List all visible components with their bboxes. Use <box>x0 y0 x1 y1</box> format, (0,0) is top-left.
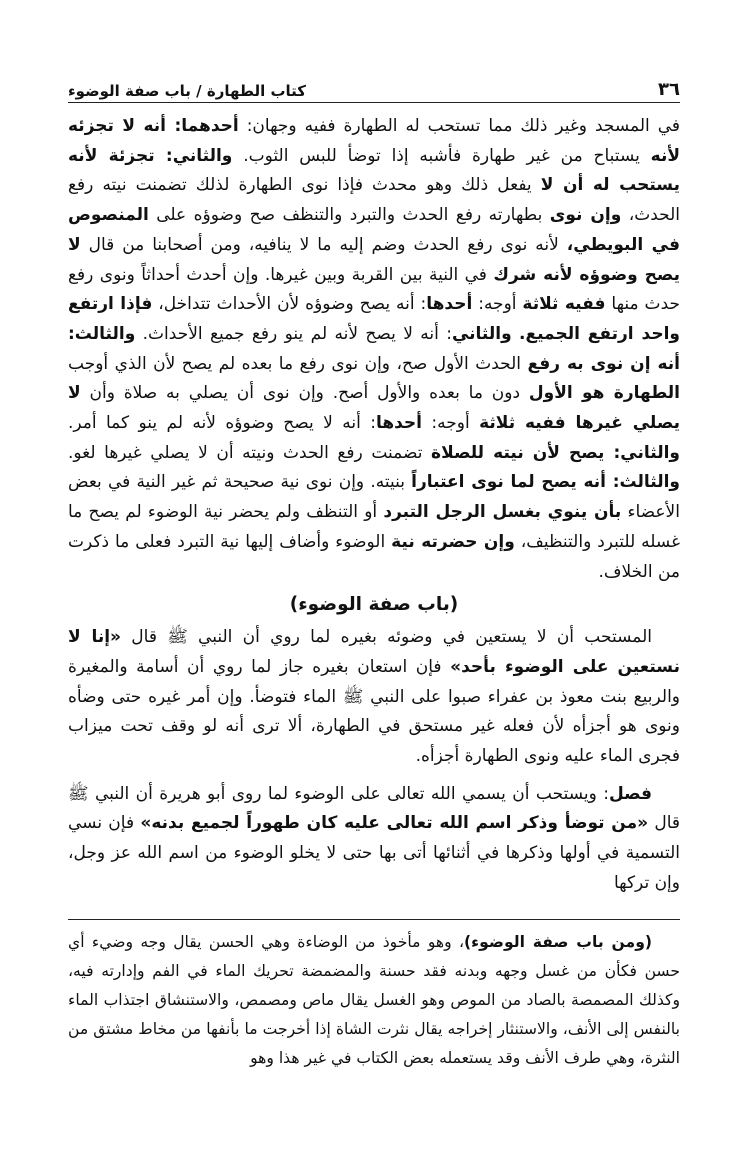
footnote-paragraph: (ومن باب صفة الوضوء)، وهو مأخوذ من الوضاءة وهي الحسن يقال وجه وضيء أي حسن فكأن من غسل وجهه وبدنه فقد حسنة والمضمضة تحريك الماء في الفم وإدارته فيه، وكذلك المصمصة بالصاد من الموص وهو الغسل يقال ماص ومصمص، والاستنشاق اجتذاب الماء بالنفس إلى الأنف، والاستنثار إخراجه يقال نثرت الشاة إذا أخرجت ما بأنفها من مخاط مشتق من النثرة، وهي طرف الأنف وقد يستعمله بعض الكتاب في غير هذا وهو <box>68 932 680 1067</box>
running-head <box>68 70 680 103</box>
running-title: كتاب الطهارة / باب صفة الوضوء <box>68 82 307 100</box>
page-number: ٣٦ <box>658 79 680 100</box>
paragraph-assistance: المستحب أن لا يستعين في وضوئه بغيره لما روي أن النبي ﷺ قال «إنا لا نستعين على الوضوء بأحد» فإن استعان بغيره جاز لما روي أن أسامة والمغيرة والربيع بنت معوذ بن عفراء صبوا على النبي ﷺ الماء فتوضأ. وإن أمر غيره حتى وضأه ونوى هو أجزأه لأن فعله غير مستحق في الطهارة، ألا ترى أنه لو وقف تحت ميزاب فجرى الماء عليه ونوى الطهارة أجزأه. <box>68 627 680 767</box>
footnote <box>68 928 680 1073</box>
book-page <box>68 70 680 1073</box>
main-text <box>68 112 680 899</box>
footnote-divider <box>68 919 680 920</box>
paragraph-basmala: فصل: ويستحب أن يسمي الله تعالى على الوضوء لما روى أبو هريرة أن النبي ﷺ قال «من توضأ وذكر اسم الله تعالى عليه كان طهوراً لجميع بدنه» فإن نسي التسمية في أولها وذكرها في أثنائها أتى بها حتى لا يخلو الوضوء من اسم الله عز وجل، وإن تركها <box>68 783 681 893</box>
paragraph-intentions: في المسجد وغير ذلك مما تستحب له الطهارة ففيه وجهان: أحدهما: أنه لا تجزئه لأنه يستباح من غير طهارة فأشبه إذا توضأ للبس الثوب. والثاني: تجزئة لأنه يستحب له أن لا يفعل ذلك وهو محدث فإذا نوى الطهارة لذلك تضمنت نيته رفع الحدث، وإن نوى بطهارته رفع الحدث والتبرد والتنظف صح وضوؤه على المنصوص في البويطي، لأنه نوى رفع الحدث وضم إليه ما لا ينافيه، ومن أصحابنا من قال لا يصح وضوؤه لأنه شرك في النية بين القربة وبين غيرها. وإن أحدث أحداثاً ونوى رفع حدث منها ففيه ثلاثة أوجه: أحدها: أنه يصح وضوؤه لأن الأحداث تتداخل، فإذا ارتفع واحد ارتفع الجميع. والثاني: أنه لا يصح لأنه لم ينو رفع جميع الأحداث. والثالث: أنه إن نوى به رفع الحدث الأول صح، وإن نوى رفع ما بعده لم يصح لأن الذي أوجب الطهارة هو الأول دون ما بعده والأول أصح. وإن نوى أن يصلي به صلاة وأن لا يصلي غيرها ففيه ثلاثة أوجه: أحدها: أنه لا يصح وضوؤه لأنه لم ينو كما أمر. والثاني: يصح لأن نيته للصلاة تضمنت رفع الحدث ونيته أن لا يصلي غيرها لغو. والثالث: أنه يصح لما نوى اعتباراً بنيته. وإن نوى نية صحيحة ثم غير النية في بعض الأعضاء بأن ينوي بغسل الرجل التبرد أو التنظف ولم يحضر نية الوضوء لم يصح ما غسله للتبرد والتنظيف، وإن حضرته نية الوضوء وأضاف إليها نية التبرد فعلى ما ذكرت من الخلاف. <box>68 116 681 582</box>
section-heading: (باب صفة الوضوء) <box>289 594 459 616</box>
